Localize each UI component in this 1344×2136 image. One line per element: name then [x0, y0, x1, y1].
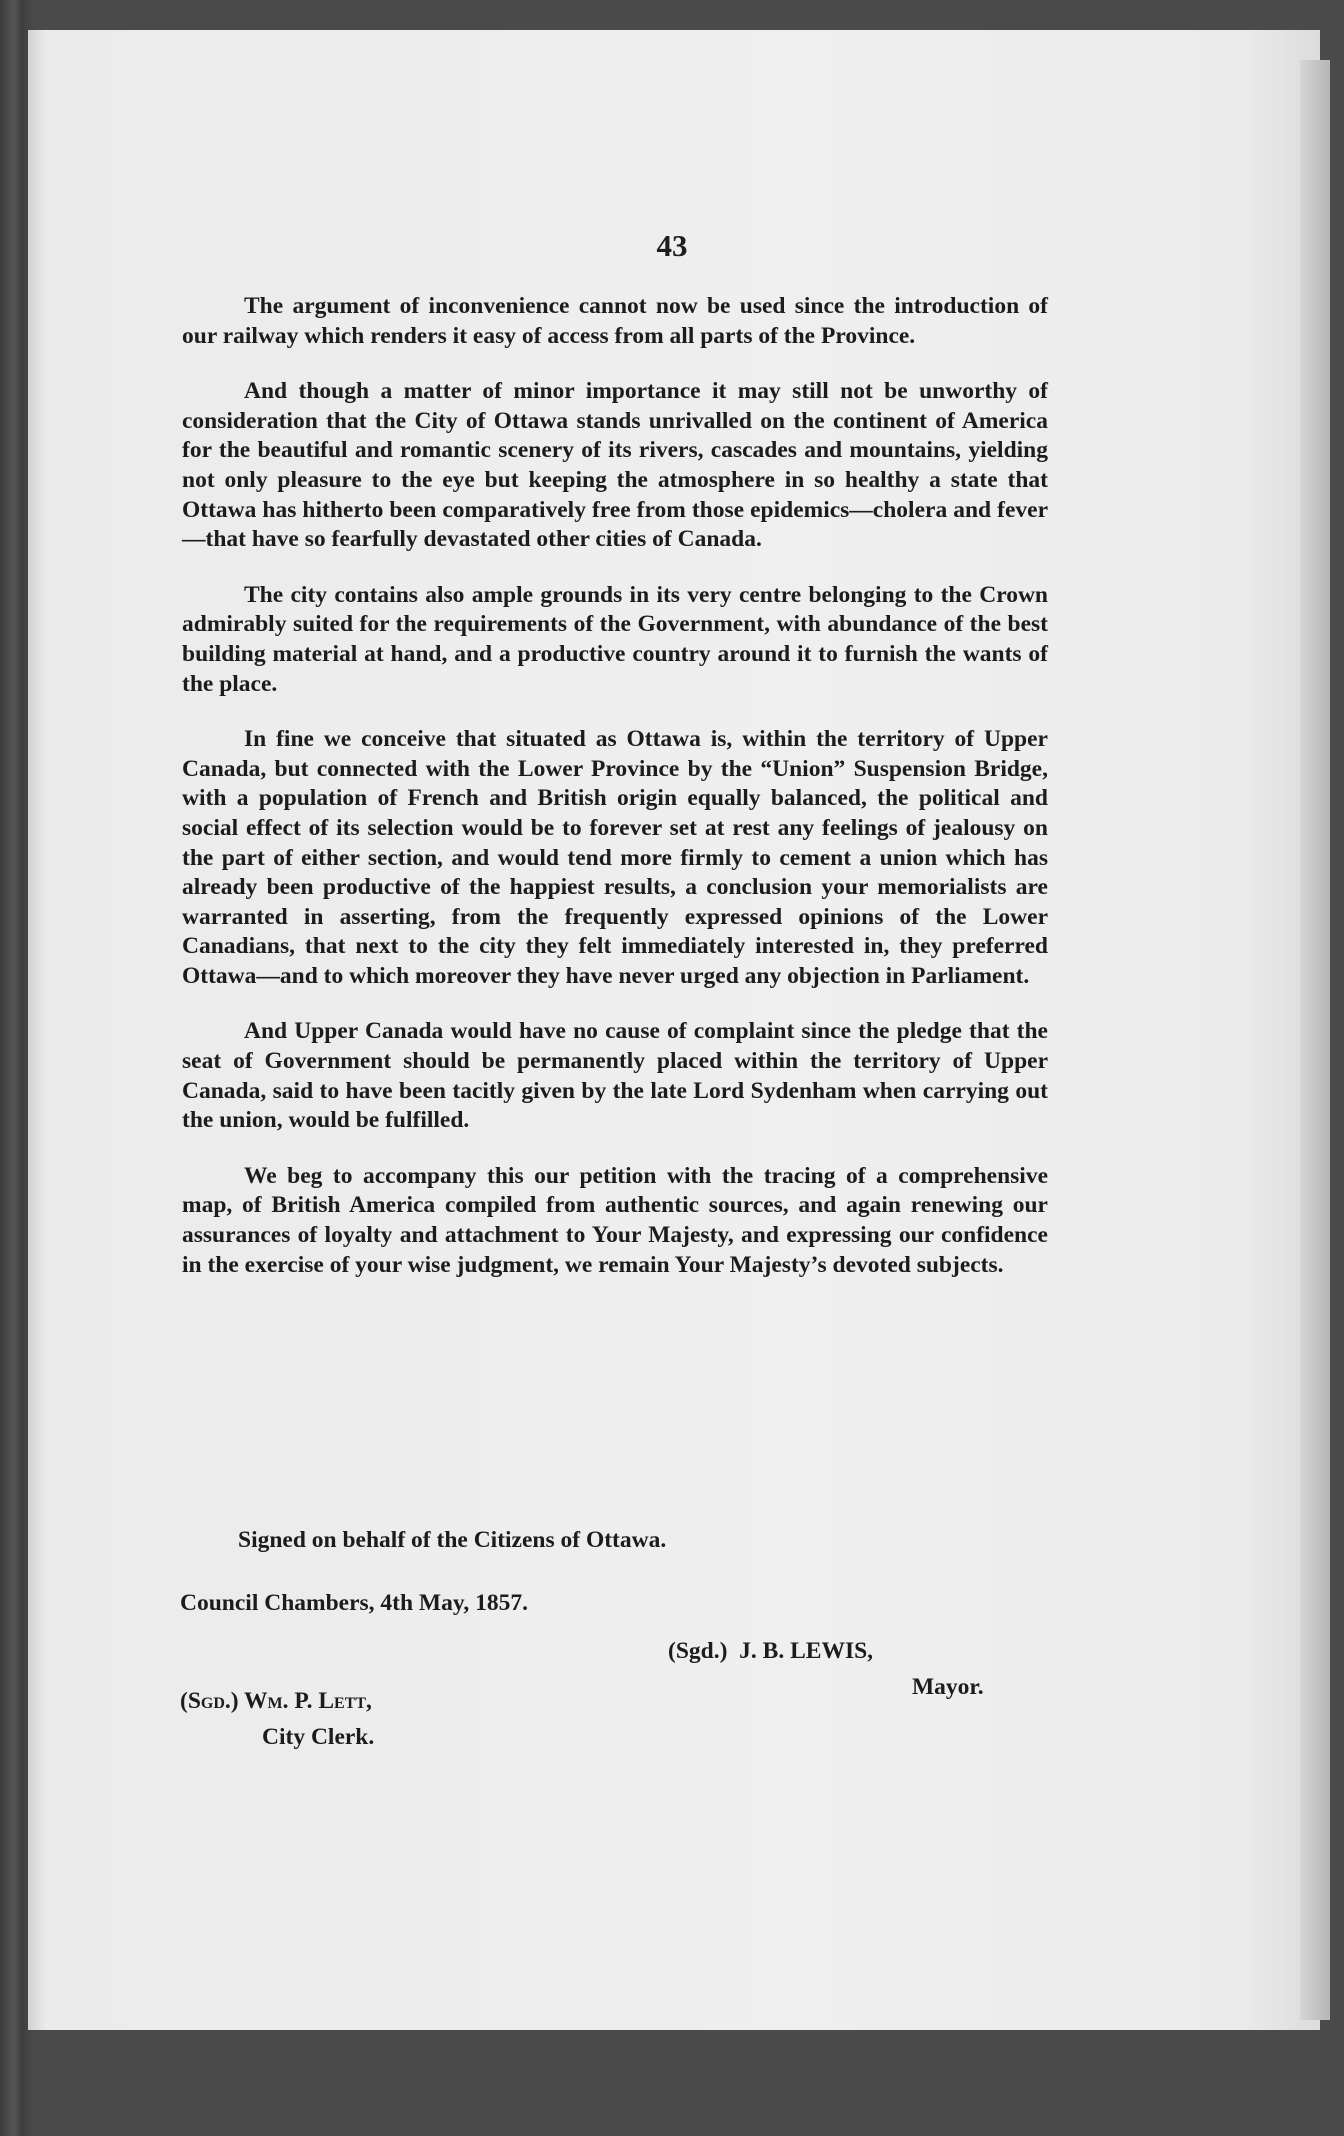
- paragraph-situation: In fine we conceive that situated as Ottawa is, within the territory of Upper Canada, but connected with the Lower Province by the “Union” Suspension Bridge, with a population of French and British origin equally balanced, the political and social effect of its selection would be to forever set at rest any feelings of jealousy on the part of either section, and would tend more firmly to cement a union which has already been productive of the happiest results, a conclusion your memorialists are warranted in asserting, from the frequently expressed opinions of the Lower Canadians, that next to the city they felt immediately interested in, they preferred Ottawa—and to which moreover they have never urged any objection in Parliament.: [182, 726, 1048, 989]
- document-body: [182, 292, 1048, 1306]
- clerk-signature-block: [180, 1688, 375, 1750]
- paragraph-petition: We beg to accompany this our petition with the tracing of a comprehensive map, of British America compiled from authentic sources, and again renewing our assurances of loyalty and attachment to Your Majesty, and expressing our confidence in the exercise of your wise judgment, we remain Your Majesty’s devoted subjects.: [182, 1162, 1048, 1278]
- mayor-title: Mayor.: [912, 1674, 984, 1700]
- mayor-signature-block: [668, 1638, 984, 1700]
- clerk-signature: (Sgd.) Wm. P. Lett,: [180, 1688, 372, 1714]
- mayor-signature: (Sgd.) J. B. LEWIS,: [668, 1638, 874, 1664]
- page-number: 43: [656, 228, 688, 263]
- paragraph-railway: The argument of inconvenience cannot now be used since the introduction of our railway which renders it easy of access from all parts of the Province.: [182, 293, 1048, 349]
- dateline: Council Chambers, 4th May, 1857.: [180, 1590, 528, 1616]
- paragraph-upper-canada: And Upper Canada would have no cause of complaint since the pledge that the seat of Government should be permanently placed within the territory of Upper Canada, said to have been tacitly given by the late Lord Sydenham when carrying out the union, would be fulfilled.: [182, 1018, 1048, 1134]
- signed-line: Signed on behalf of the Citizens of Ottawa.: [238, 1527, 667, 1553]
- page-edge: [1300, 60, 1330, 2020]
- paragraph-grounds: The city contains also ample grounds in its very centre belonging to the Crown admirably suited for the requirements of the Government, with abundance of the best building material at hand, and a productive country around it to furnish the wants of the place.: [182, 581, 1048, 697]
- paragraph-scenery: And though a matter of minor importance it may still not be unworthy of consideration that the City of Ottawa stands unrivalled on the continent of America for the beautiful and romantic scenery of its rivers, cascades and mountains, yielding not only pleasure to the eye but keeping the atmosphere in so healthy a state that Ottawa has hitherto been comparatively free from those epidemics—cholera and fever—that have so fearfully devastated other cities of Canada.: [182, 378, 1048, 553]
- clerk-title: City Clerk.: [262, 1724, 375, 1750]
